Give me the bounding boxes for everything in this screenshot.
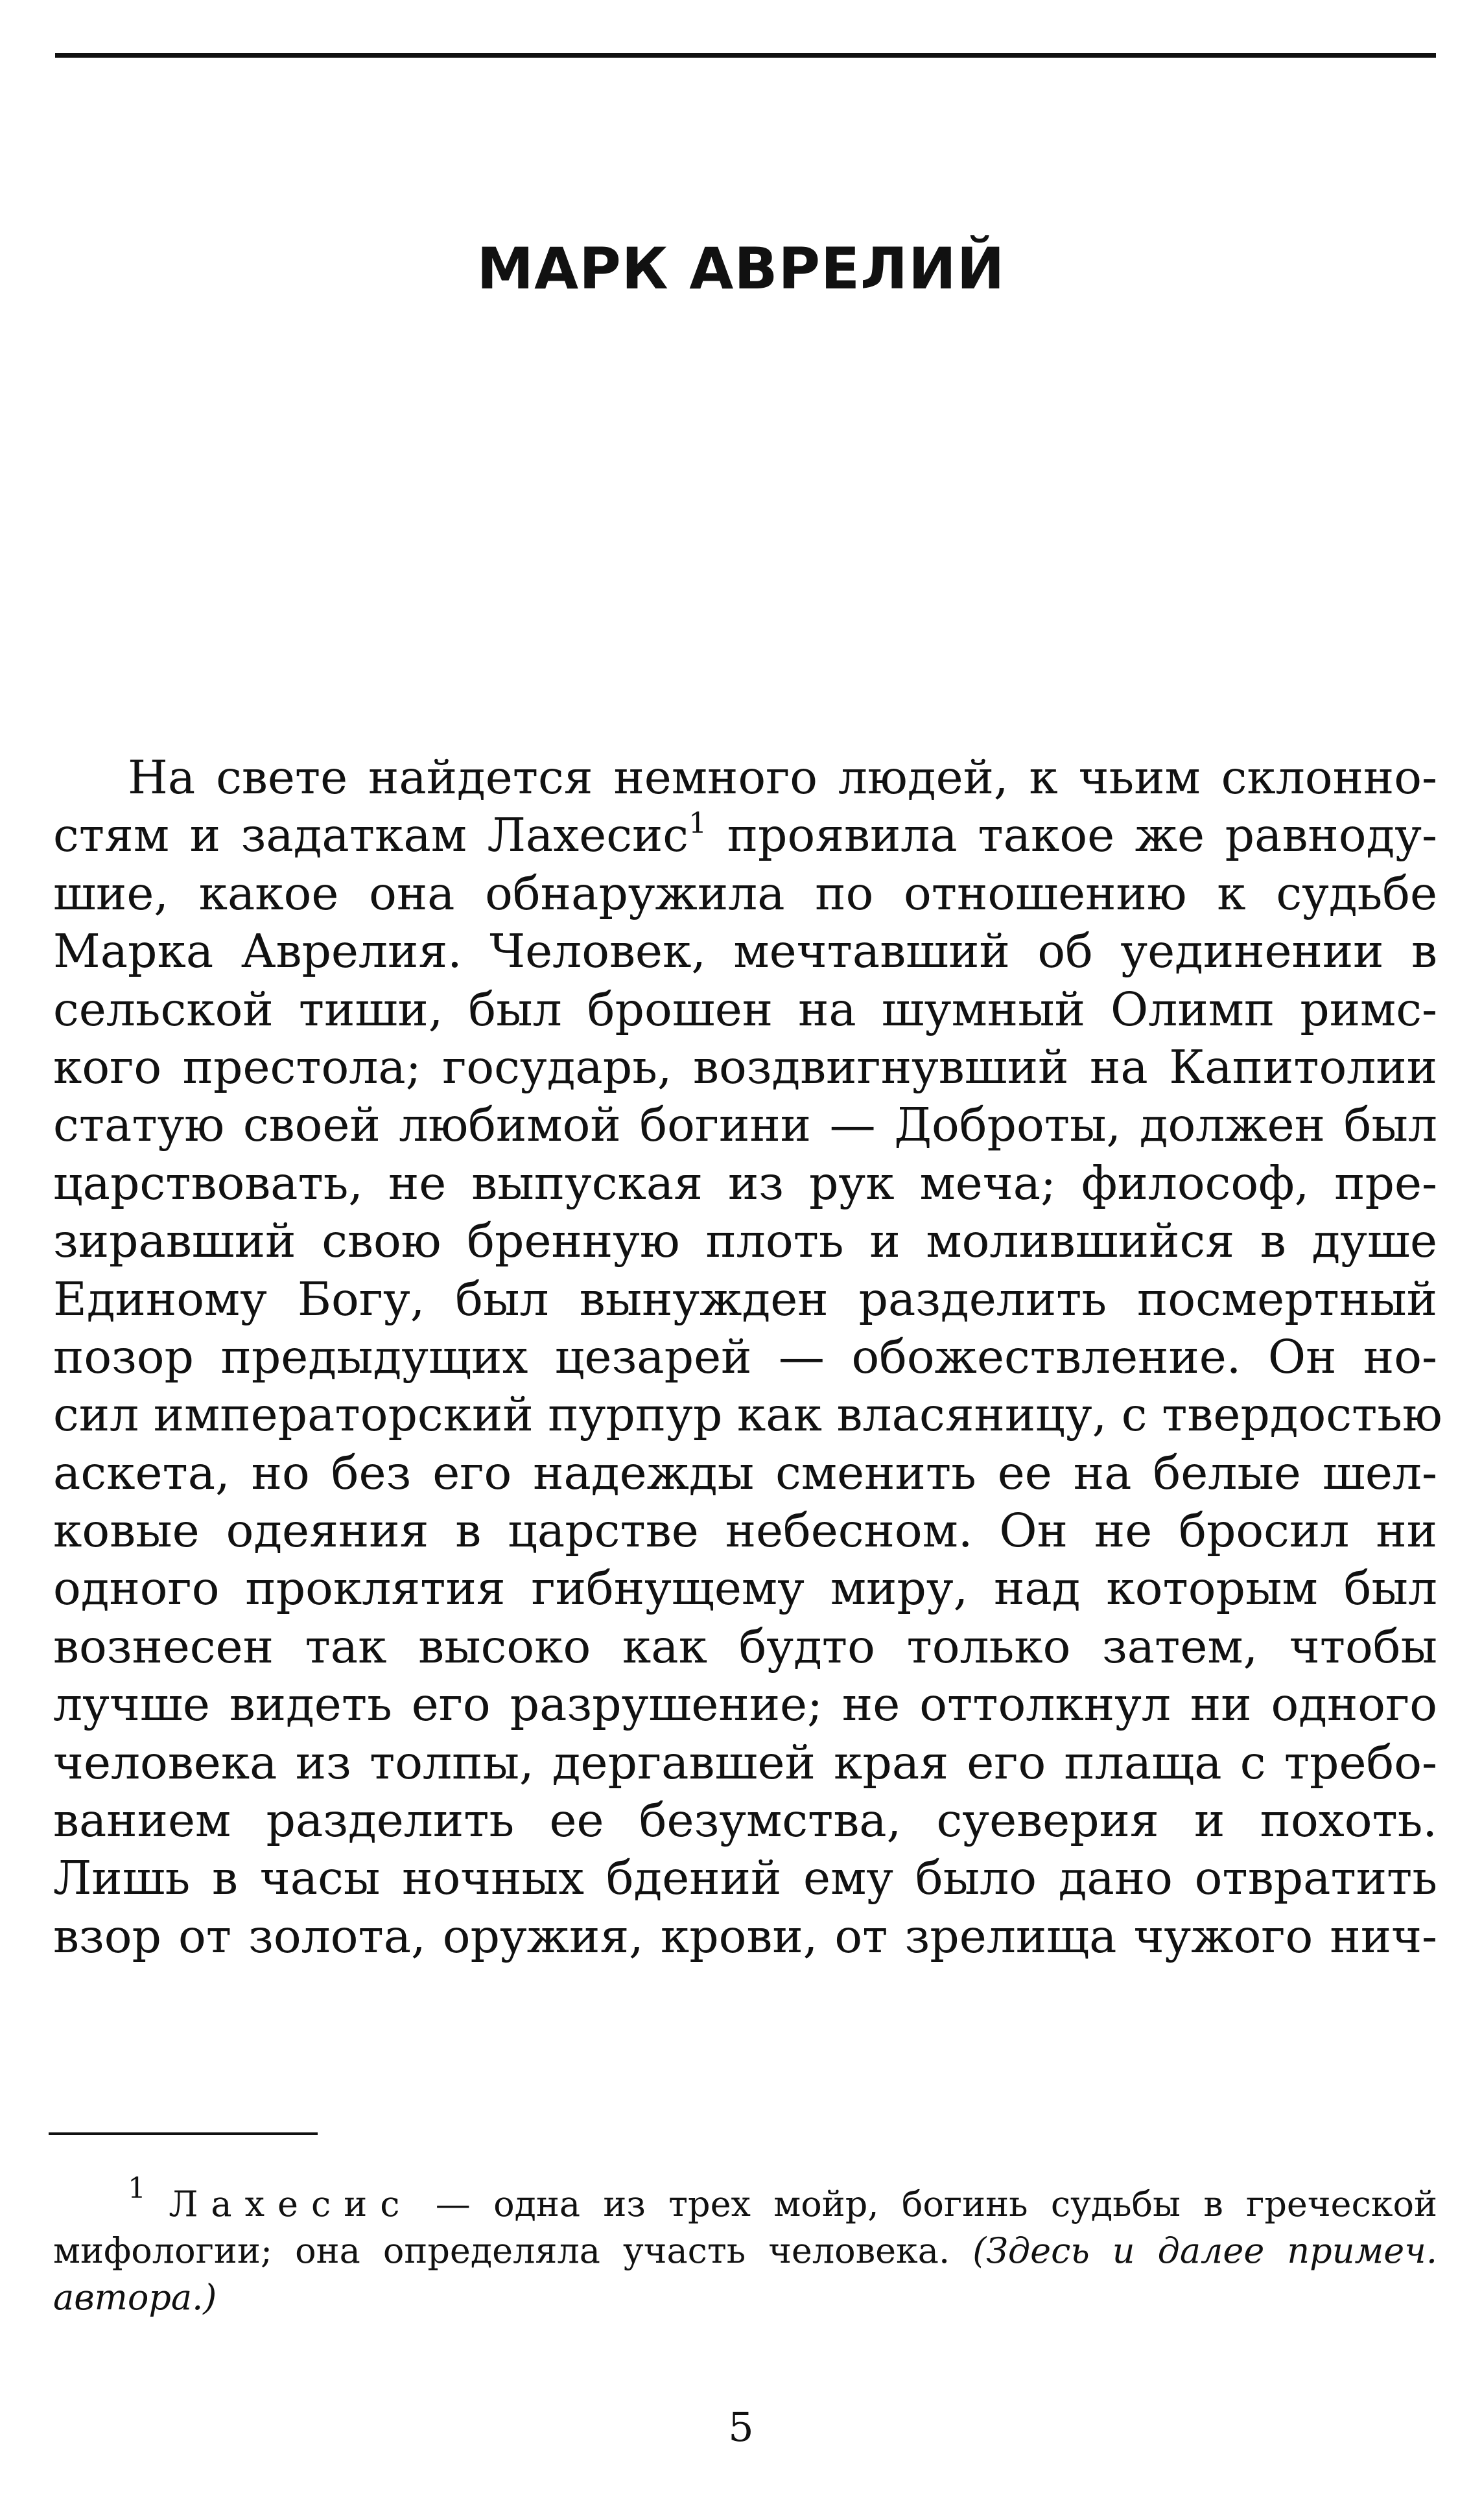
body-line: шие, какое она обнаружила по отношению к судьбе — [53, 866, 1437, 920]
body-line: зиравший свою бренную плоть и молившийся в душе — [53, 1214, 1437, 1268]
footnote-reference[interactable]: 1 — [688, 807, 707, 841]
footnote-note: (Здесь и далее примеч. — [972, 2230, 1437, 2271]
body-line: взор от золота, оружия, крови, от зрелища чужого нич- — [53, 1909, 1437, 1963]
body-line: сил императорский пурпур как власяницу, с твердостью — [53, 1388, 1442, 1442]
body-line-part: проявила такое же равноду- — [707, 808, 1437, 863]
body-line: ванием разделить ее безумства, суеверия и похоть. — [53, 1793, 1437, 1848]
body-line: кого престола; государь, воздвигнувший на Капитолии — [53, 1040, 1437, 1094]
body-line — [53, 1965, 1437, 2023]
body-line — [53, 806, 1437, 864]
footnote-term: Лахесис — [169, 2184, 413, 2224]
body-line: позор предыдущих цезарей — обожествление. Он но- — [53, 1329, 1437, 1384]
body-line: Единому Богу, был вынужден разделить посмертный — [53, 1272, 1437, 1326]
body-line-part: стям и задаткам Лахесис — [53, 808, 689, 863]
body-line: лучше видеть его разрушение; не оттолкнул ни одного — [53, 1677, 1437, 1732]
body-line: Марка Аврелия. Человек, мечтавший об уединении в — [53, 924, 1437, 979]
body-line: сельской тиши, был брошен на шумный Олимп римс- — [53, 982, 1437, 1036]
chapter-title: МАРК АВРЕЛИЙ — [476, 235, 1006, 302]
footnote-line — [53, 2172, 1438, 2228]
body-line: аскета, но без его надежды сменить ее на белые шел- — [53, 1445, 1437, 1500]
body-text — [53, 749, 1442, 2024]
body-line: вознесен так высоко как будто только затем, чтобы — [53, 1619, 1437, 1674]
footnote-note: автора.) — [53, 2277, 217, 2318]
body-line: ковые одеяния в царстве небесном. Он не бросил ни — [53, 1504, 1437, 1558]
footnote-text: — одна из трех мойр, богинь судьбы в греческой — [412, 2184, 1438, 2224]
body-line: царствовать, не выпуская из рук меча; философ, пре- — [53, 1156, 1437, 1210]
body-line: одного проклятия гибнущему миру, над которым был — [53, 1561, 1437, 1616]
body-line: человека из толпы, дергавшей края его плаща с требо- — [53, 1735, 1437, 1790]
footnote-marker: 1 — [128, 2172, 146, 2205]
footnote-line — [53, 2228, 1437, 2274]
footnote-text: мифологии; она определяла участь человека. — [53, 2230, 973, 2271]
top-rule — [55, 53, 1436, 58]
page-number: 5 — [728, 2403, 754, 2451]
body-line: Лишь в часы ночных бдений ему было дано отвратить — [53, 1851, 1437, 1906]
body-line: статую своей любимой богини — Доброты, должен был — [53, 1098, 1437, 1152]
footnote-rule — [49, 2132, 318, 2135]
body-line: На свете найдется немного людей, к чьим склонно- — [128, 751, 1437, 804]
footnote — [53, 2172, 1438, 2321]
